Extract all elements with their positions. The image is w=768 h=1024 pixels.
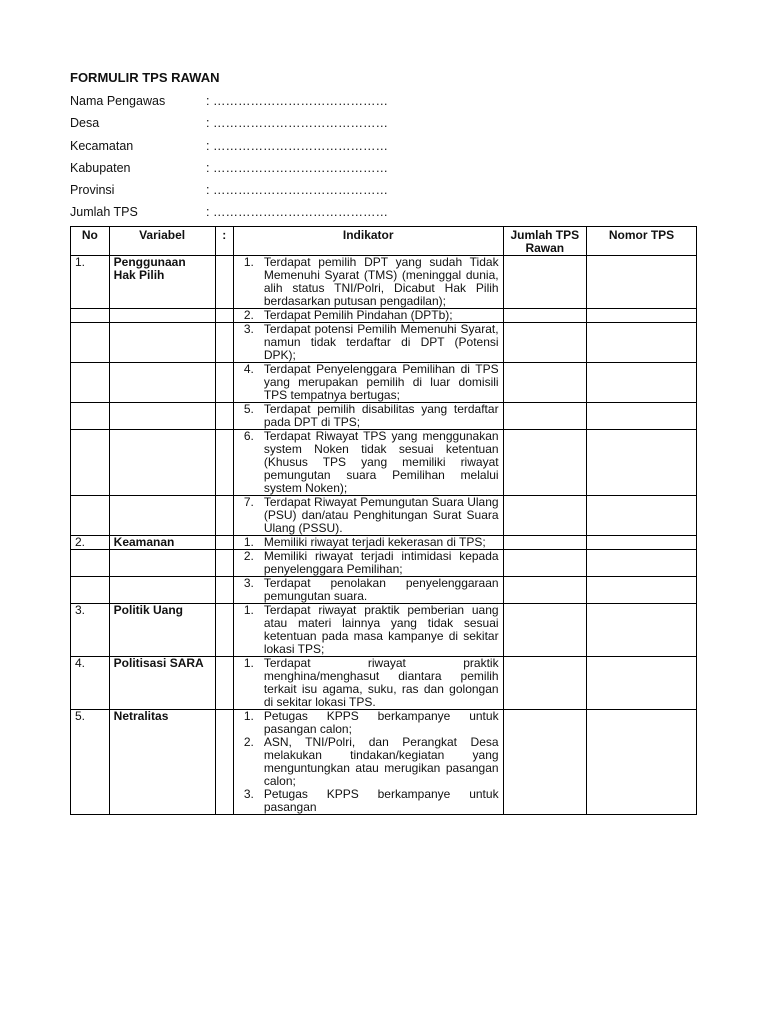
row-no: [71, 403, 110, 430]
row-colon: [215, 550, 233, 577]
table-row: [71, 496, 697, 536]
row-no: [71, 323, 110, 363]
indicator-text: ASN, TNI/Polri, dan Perangkat Desa melakukan tindakan/kegiatan yang menguntungkan atau merugikan pasangan calon;: [263, 735, 499, 788]
indicator-text: Petugas KPPS berkampanye untuk pasangan calon;: [263, 709, 499, 736]
indicator-number: 1.: [243, 603, 254, 617]
row-variabel: Politik Uang: [109, 604, 215, 657]
table-row: [71, 657, 697, 710]
row-variabel: [109, 309, 215, 323]
row-no: 2.: [71, 536, 110, 550]
nomor-cell[interactable]: [587, 430, 697, 496]
indicator-text: Memiliki riwayat terjadi kekerasan di TPS;: [263, 535, 486, 549]
field-row: [70, 183, 388, 205]
row-colon: [215, 657, 233, 710]
nomor-cell[interactable]: [587, 403, 697, 430]
header-jumlah-tps-rawan: Jumlah TPS Rawan: [503, 227, 586, 256]
row-variabel: Netralitas: [109, 710, 215, 815]
nomor-cell[interactable]: [587, 256, 697, 309]
table-row: [71, 536, 697, 550]
row-colon: [215, 256, 233, 309]
table-row: [71, 309, 697, 323]
indicator-number: 3.: [243, 322, 254, 336]
indicator-text: Terdapat Riwayat TPS yang menggunakan system Noken tidak sesuai ketentuan (Khusus TPS yang memiliki riwayat pemungutan suara Pemilihan melalui system Noken);: [263, 429, 499, 495]
indicator-text: Terdapat potensi Pemilih Memenuhi Syarat, namun tidak terdaftar di DPT (Potensi DPK);: [263, 322, 499, 362]
row-indikator: [233, 536, 503, 550]
table-header-row: [71, 227, 697, 256]
jumlah-cell[interactable]: [503, 604, 586, 657]
indicator-table: [70, 226, 697, 815]
table-row: [71, 550, 697, 577]
row-no: [71, 496, 110, 536]
table-row: [71, 323, 697, 363]
nomor-cell[interactable]: [587, 309, 697, 323]
row-no: [71, 430, 110, 496]
row-colon: [215, 577, 233, 604]
indicator-number: 1.: [243, 535, 254, 549]
row-variabel: Penggunaan Hak Pilih: [109, 256, 215, 309]
field-label: Kabupaten: [70, 160, 131, 175]
row-colon: [215, 536, 233, 550]
row-no: [71, 363, 110, 403]
row-colon: [215, 496, 233, 536]
row-colon: [215, 710, 233, 815]
table-row: [71, 256, 697, 309]
field-label: Jumlah TPS: [70, 205, 138, 220]
row-no: [71, 309, 110, 323]
jumlah-cell[interactable]: [503, 403, 586, 430]
row-indikator: [233, 256, 503, 309]
field-blank[interactable]: : ……………………………………: [206, 94, 388, 108]
indicator-number: 7.: [243, 495, 254, 509]
indicator-number: 1.: [243, 656, 254, 670]
row-indikator: [233, 604, 503, 657]
nomor-cell[interactable]: [587, 550, 697, 577]
field-label: Desa: [70, 116, 100, 131]
row-no: 5.: [71, 710, 110, 815]
nomor-cell[interactable]: [587, 536, 697, 550]
row-variabel: [109, 550, 215, 577]
indicator-number: 5.: [243, 402, 254, 416]
nomor-cell[interactable]: [587, 496, 697, 536]
row-indikator: [233, 577, 503, 604]
indicator-text: Terdapat riwayat praktik pemberian uang atau materi lainnya yang tidak sesuai ketentuan pada masa kampanye di sekitar lokasi TPS;: [263, 603, 499, 656]
indicator-number: 4.: [243, 362, 254, 376]
indicator-number: 3.: [243, 787, 254, 801]
nomor-cell[interactable]: [587, 710, 697, 815]
row-no: [71, 577, 110, 604]
jumlah-cell[interactable]: [503, 550, 586, 577]
indicator-text: Memiliki riwayat terjadi intimidasi kepada penyelenggara Pemilihan;: [263, 549, 499, 576]
nomor-cell[interactable]: [587, 577, 697, 604]
jumlah-cell[interactable]: [503, 309, 586, 323]
nomor-cell[interactable]: [587, 323, 697, 363]
row-variabel: [109, 430, 215, 496]
table-row: [71, 710, 697, 815]
indicator-text: Petugas KPPS berkampanye untuk pasangan: [263, 787, 499, 814]
row-variabel: [109, 496, 215, 536]
jumlah-cell[interactable]: [503, 430, 586, 496]
field-label: Provinsi: [70, 183, 115, 198]
row-variabel: [109, 403, 215, 430]
nomor-cell[interactable]: [587, 657, 697, 710]
table-row: [71, 403, 697, 430]
indicator-number: 6.: [243, 429, 254, 443]
indicator-number: 3.: [243, 576, 254, 590]
identity-fields: [70, 94, 388, 228]
field-row: [70, 161, 388, 183]
row-variabel: Keamanan: [109, 536, 215, 550]
jumlah-cell[interactable]: [503, 323, 586, 363]
jumlah-cell[interactable]: [503, 536, 586, 550]
indicator-text: Terdapat Penyelenggara Pemilihan di TPS yang merupakan pemilih di luar domisili TPS tempatnya bertugas;: [263, 362, 499, 402]
jumlah-cell[interactable]: [503, 657, 586, 710]
row-no: [71, 550, 110, 577]
jumlah-cell[interactable]: [503, 496, 586, 536]
field-blank[interactable]: : ……………………………………: [206, 205, 388, 220]
indicator-number: 1.: [243, 255, 254, 269]
row-colon: [215, 430, 233, 496]
field-blank[interactable]: : ……………………………………: [206, 160, 388, 175]
header-colon: :: [215, 227, 233, 256]
table-row: [71, 363, 697, 403]
indicator-text: Terdapat pemilih disabilitas yang terdaftar pada DPT di TPS;: [263, 402, 499, 429]
row-indikator: [233, 710, 503, 815]
row-colon: [215, 323, 233, 363]
row-variabel: [109, 323, 215, 363]
jumlah-cell[interactable]: [503, 710, 586, 815]
indicator-number: 2.: [243, 549, 254, 563]
field-label: Kecamatan: [70, 138, 134, 153]
header-indikator: Indikator: [233, 227, 503, 256]
row-indikator: [233, 403, 503, 430]
row-variabel: Politisasi SARA: [109, 657, 215, 710]
field-row: [70, 205, 388, 227]
nomor-cell[interactable]: [587, 363, 697, 403]
table-row: [71, 430, 697, 496]
header-no: No: [71, 227, 110, 256]
table-row: [71, 577, 697, 604]
row-no: 1.: [71, 256, 110, 309]
field-label: Nama Pengawas: [70, 94, 166, 108]
jumlah-cell[interactable]: [503, 256, 586, 309]
indicator-text: Terdapat Pemilih Pindahan (DPTb);: [263, 308, 453, 322]
form-title: FORMULIR TPS RAWAN: [70, 70, 220, 85]
indicator-number: 1.: [243, 709, 254, 723]
indicator-text: Terdapat Riwayat Pemungutan Suara Ulang (PSU) dan/atau Penghitungan Surat Suara Ulang (PSSU).: [263, 495, 499, 535]
row-indikator: [233, 550, 503, 577]
row-colon: [215, 604, 233, 657]
jumlah-cell[interactable]: [503, 363, 586, 403]
indicator-text: Terdapat pemilih DPT yang sudah Tidak Memenuhi Syarat (TMS) (meninggal dunia, alih status TNI/Polri, Dicabut Hak Pilih berdasarkan putusan pengadilan);: [263, 255, 499, 308]
row-indikator: [233, 309, 503, 323]
indicator-number: 2.: [243, 308, 254, 322]
row-indikator: [233, 430, 503, 496]
jumlah-cell[interactable]: [503, 577, 586, 604]
row-variabel: [109, 577, 215, 604]
field-row: [70, 94, 388, 116]
row-indikator: [233, 496, 503, 536]
row-indikator: [233, 363, 503, 403]
row-colon: [215, 309, 233, 323]
field-row: [70, 116, 388, 138]
indicator-text: Terdapat riwayat praktik menghina/menghasut diantara pemilih terkait isu agama, suku, ras dan golongan di sekitar lokasi TPS.: [263, 656, 499, 709]
header-nomor-tps: Nomor TPS: [587, 227, 697, 256]
row-no: 3.: [71, 604, 110, 657]
row-no: 4.: [71, 657, 110, 710]
row-variabel: [109, 363, 215, 403]
table-row: [71, 604, 697, 657]
header-variabel: Variabel: [109, 227, 215, 256]
indicator-text: Terdapat penolakan penyelenggaraan pemungutan suara.: [263, 576, 499, 603]
field-blank[interactable]: : ……………………………………: [206, 116, 388, 131]
indicator-number: 2.: [243, 735, 254, 749]
row-colon: [215, 363, 233, 403]
nomor-cell[interactable]: [587, 604, 697, 657]
row-indikator: [233, 323, 503, 363]
row-colon: [215, 403, 233, 430]
field-row: [70, 139, 388, 161]
row-indikator: [233, 657, 503, 710]
field-blank[interactable]: : ……………………………………: [206, 183, 388, 198]
field-blank[interactable]: : ……………………………………: [206, 138, 388, 153]
